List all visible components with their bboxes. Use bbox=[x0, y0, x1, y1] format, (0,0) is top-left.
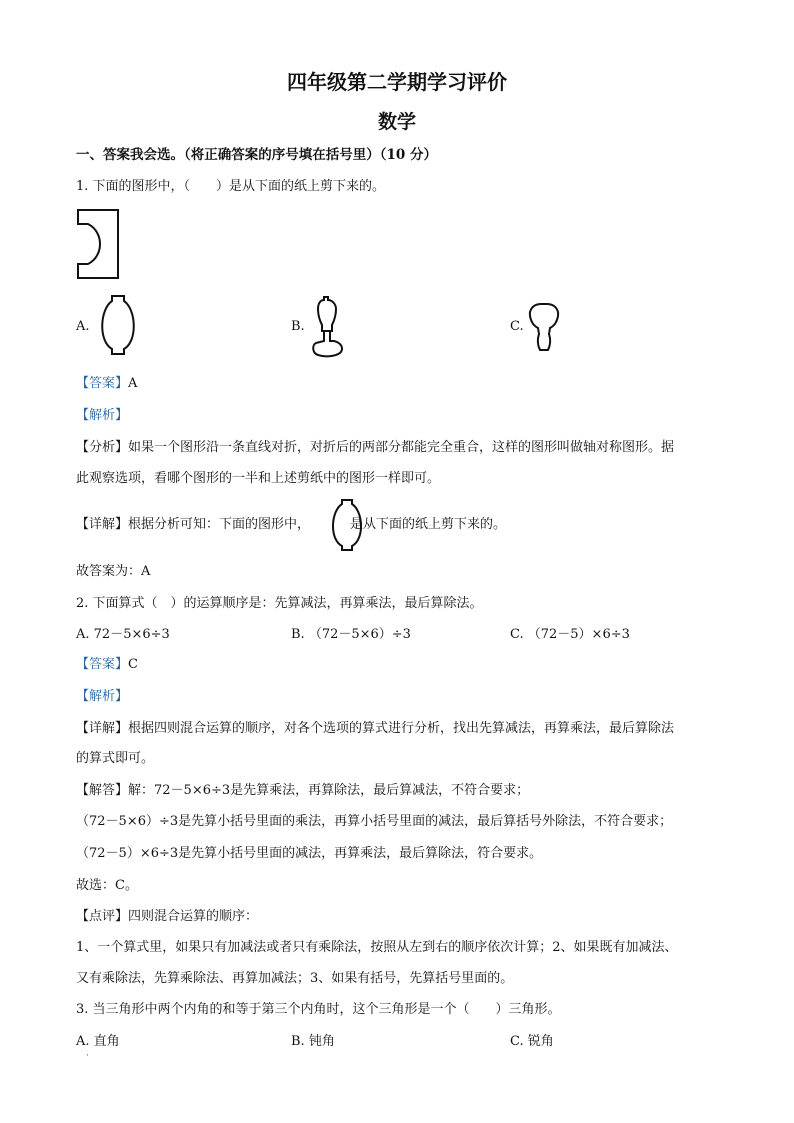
q2-solve-text-2: （72－5×6）÷3是先算小括号里面的乘法，再算小括号里面的减法，最后算括号外除法，不符合要求； bbox=[76, 814, 673, 829]
q1-answer bbox=[76, 375, 137, 393]
q1-option-b-shape bbox=[310, 295, 346, 359]
q3-option-b: B. 钝角 bbox=[291, 1034, 335, 1049]
q2-solve-line-1 bbox=[76, 782, 529, 800]
subject-title: 数学 bbox=[377, 111, 416, 133]
q2-detail-text-2: 的算式即可。 bbox=[76, 751, 155, 766]
q2-rule-line-2: 又有乘除法，先算乘除法、再算加减法；3、如果有括号，先算括号里面的。 bbox=[76, 971, 514, 986]
q1-fenxi-text-2: 此观察选项，看哪个图形的一半和上述剪纸中的图形一样即可。 bbox=[76, 471, 441, 486]
q2-detail-line-1 bbox=[76, 720, 674, 738]
q2-analysis-tag: 【解析】 bbox=[76, 689, 129, 704]
q1-analysis-tag: 【解析】 bbox=[76, 408, 129, 423]
q2-solve-text-3: （72－5）×6÷3是先算小括号里面的减法，再算乘法，最后算除法，符合要求。 bbox=[76, 846, 543, 861]
q2-choose: 故选：C。 bbox=[76, 878, 138, 893]
q1-detail-text-after: 是从下面的纸上剪下来的。 bbox=[350, 517, 507, 532]
q1-option-c-shape bbox=[528, 302, 560, 354]
q2-comment-text: 四则混合运算的顺序： bbox=[128, 909, 259, 924]
q2-comment-line bbox=[76, 908, 258, 926]
q2-answer-tag: 【答案】 bbox=[76, 657, 129, 672]
section-heading: 一、答案我会选。（将正确答案的序号填在括号里）（10 分） bbox=[76, 147, 437, 163]
q1-fenxi-text-1: 如果一个图形沿一条直线对折，对折后的两部分都能完全重合，这样的图形叫做轴对称图形。据 bbox=[128, 440, 675, 455]
q2-rule-line-1: 1、一个算式里，如果只有加减法或者只有乘除法，按照从左到右的顺序依次计算；2、如果既有加减法、 bbox=[76, 940, 678, 955]
q2-detail-tag: 【详解】 bbox=[76, 721, 129, 736]
q2-solve-text-1: 解：72－5×6÷3是先算乘法，再算除法，最后算减法，不符合要求； bbox=[128, 783, 530, 798]
q2-answer bbox=[76, 656, 138, 674]
q2-detail-text-1: 根据四则混合运算的顺序，对各个选项的算式进行分析，找出先算减法，再算乘法，最后算除法 bbox=[128, 721, 675, 736]
footer-dot: · bbox=[86, 1051, 89, 1061]
q2-answer-value: C bbox=[128, 657, 138, 672]
q1-detail-inline-shape bbox=[327, 497, 367, 553]
q1-detail-tag: 【详解】 bbox=[76, 517, 129, 532]
q2-option-a: A. 72－5×6÷3 bbox=[76, 627, 170, 642]
q1-detail-text-before: 根据分析可知：下面的图形中， bbox=[128, 517, 311, 532]
q1-fenxi-line-1 bbox=[76, 439, 674, 457]
q1-conclusion: 故答案为：A bbox=[76, 564, 151, 579]
q1-option-a-label: A. bbox=[76, 319, 90, 334]
q2-comment-tag: 【点评】 bbox=[76, 909, 129, 924]
q1-detail-line bbox=[76, 516, 506, 534]
q3-option-c: C. 锐角 bbox=[510, 1034, 554, 1049]
q1-option-c-label: C. bbox=[510, 319, 524, 334]
question-3-stem: 3. 当三角形中两个内角的和等于第三个内角时，这个三角形是一个（ ）三角形。 bbox=[76, 1002, 561, 1017]
q1-fenxi-tag: 【分析】 bbox=[76, 440, 129, 455]
q1-option-a-shape bbox=[96, 293, 140, 357]
q1-answer-value: A bbox=[128, 376, 138, 391]
q1-answer-tag: 【答案】 bbox=[76, 376, 129, 391]
q3-option-a: A. 直角 bbox=[76, 1034, 120, 1049]
question-2-stem: 2. 下面算式（ ）的运算顺序是：先算减法，再算乘法，最后算除法。 bbox=[76, 596, 483, 611]
paper-cutout-figure bbox=[76, 208, 122, 280]
q2-solve-tag: 【解答】 bbox=[76, 783, 129, 798]
q2-option-c: C. （72－5）×6÷3 bbox=[510, 627, 630, 642]
q2-option-b: B. （72－5×6）÷3 bbox=[291, 627, 411, 642]
document-title: 四年级第二学期学习评价 bbox=[287, 70, 507, 94]
q1-option-b-label: B. bbox=[291, 319, 305, 334]
question-1-stem: 1. 下面的图形中，（ ）是从下面的纸上剪下来的。 bbox=[76, 179, 386, 194]
